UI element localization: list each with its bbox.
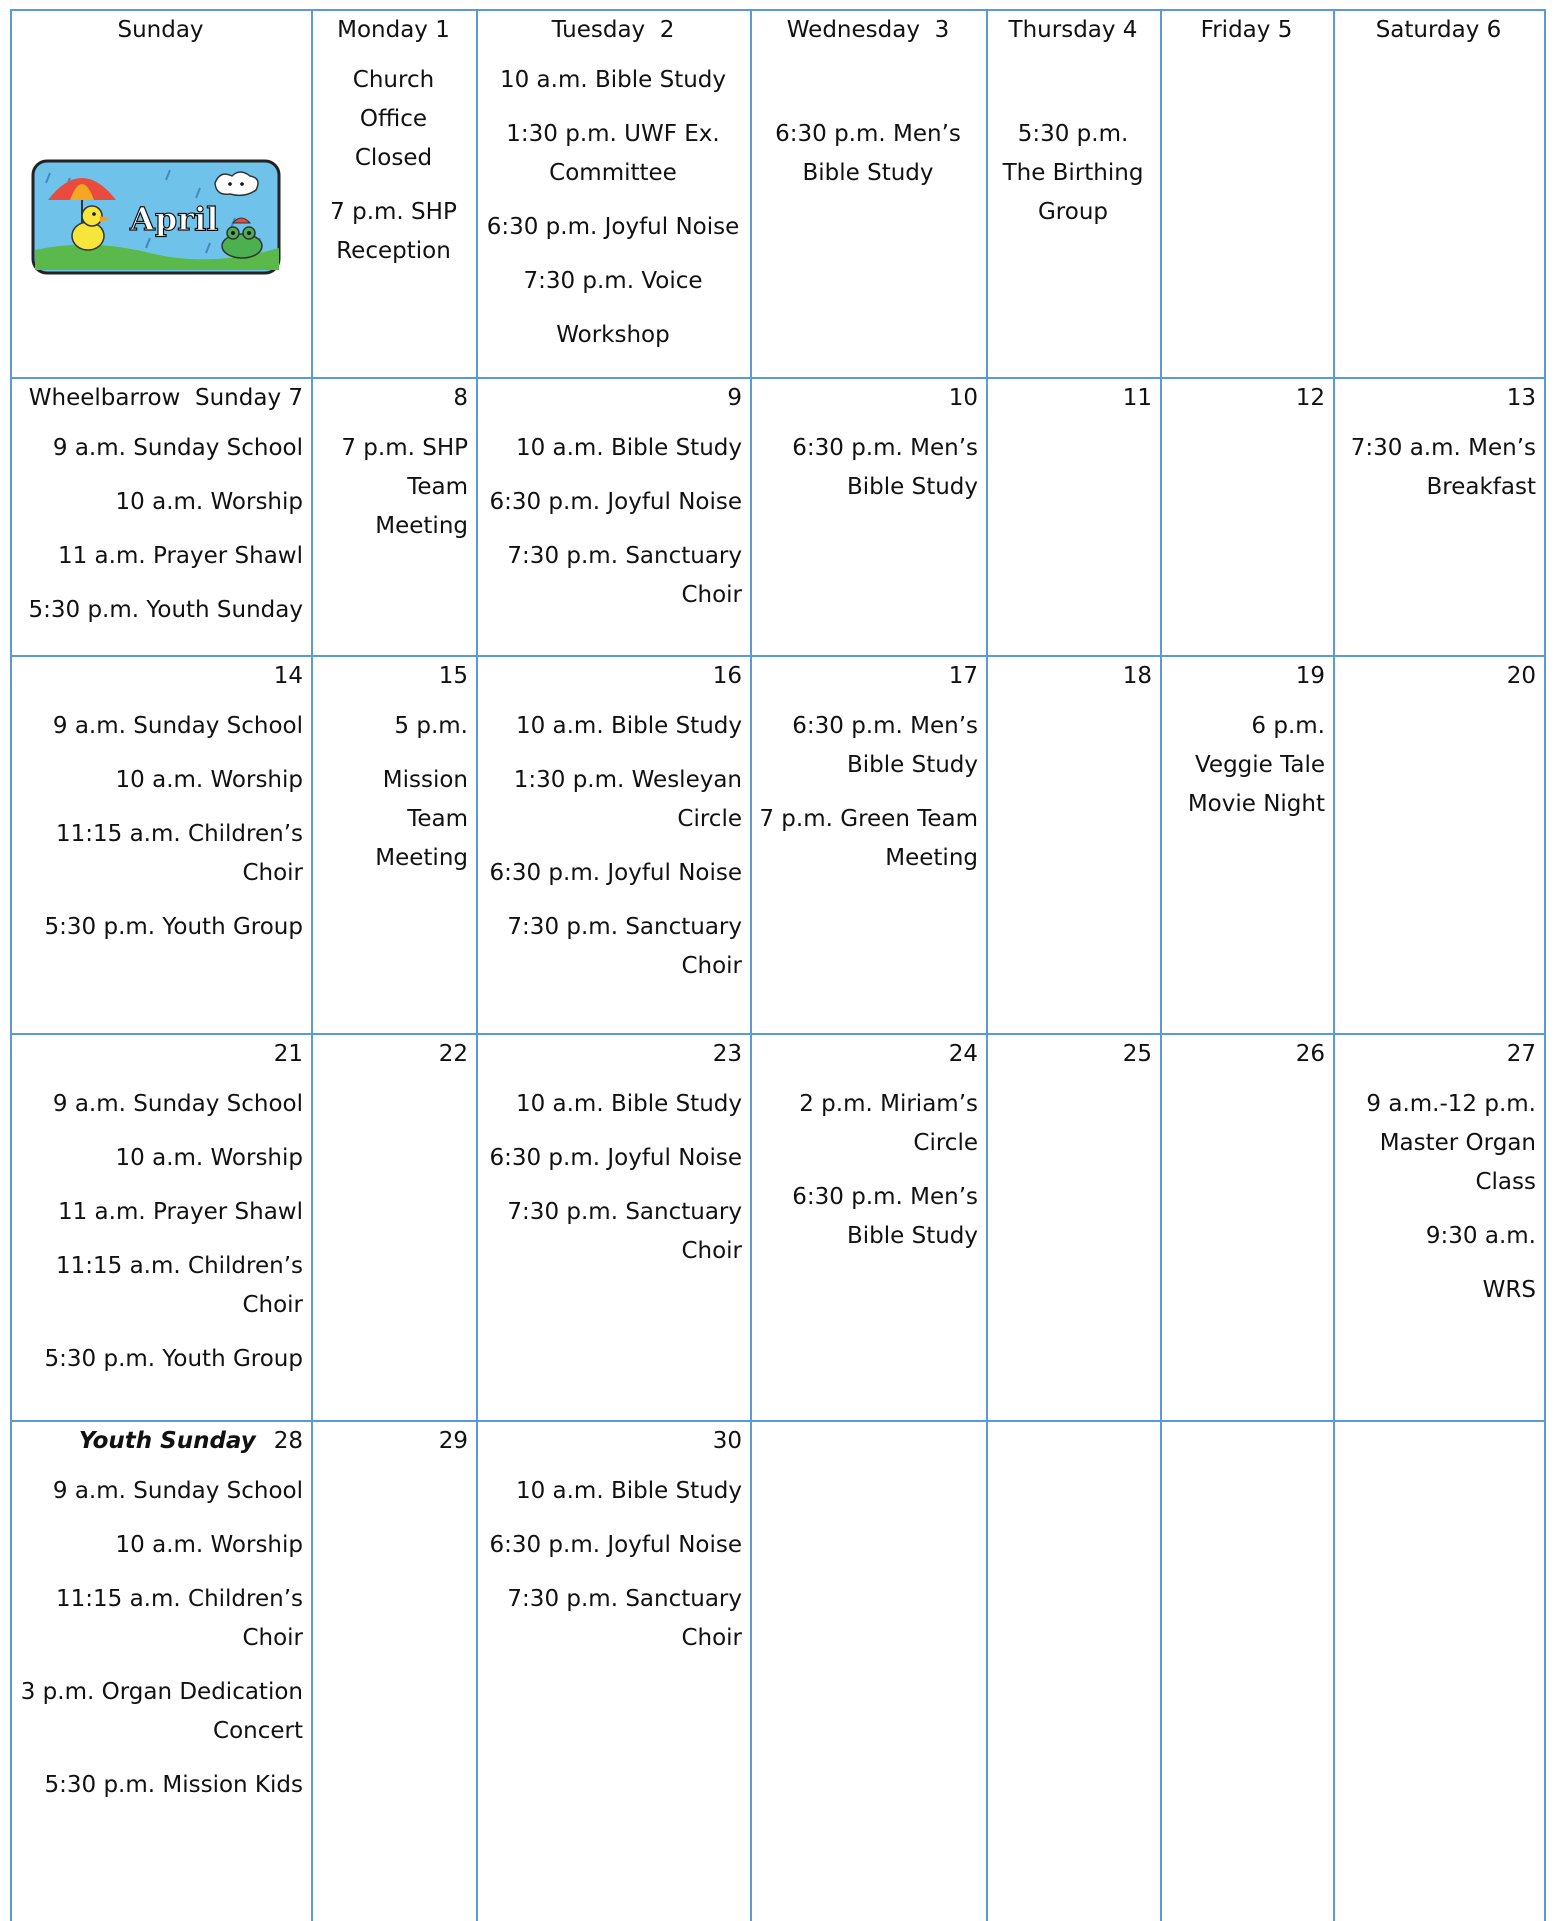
day-number: 8 [453,385,468,411]
grid-line [311,9,313,1921]
day-cell-apr-29 [311,1420,476,1462]
event-entry: 11 a.m. Prayer Shawl [57,543,303,569]
day-cell-apr-15 [311,655,476,878]
day-number: 19 [1295,663,1325,689]
event-entry: Church Office Closed [352,67,435,171]
event-entry: 5:30 p.m. The Birthing Group [1002,121,1144,225]
day-number: 22 [438,1041,468,1067]
day-label: Wheelbarrow Sunday 7 [28,385,303,411]
grid-line [1544,9,1546,1921]
day-cell-apr-12 [1160,377,1333,419]
day-number: 26 [1295,1041,1325,1067]
day-cell-apr-19 [1160,655,1333,824]
day-number: 16 [712,663,742,689]
day-cell-apr-30 [476,1420,750,1658]
event-entry: 2 p.m. Miriam’s Circle [799,1091,978,1156]
event-entry: 6:30 p.m. Men’s Bible Study [792,713,978,778]
event-entry: 7:30 p.m. Sanctuary Choir [507,914,742,979]
april-calendar [10,9,1546,1921]
day-cell-apr-26 [1160,1033,1333,1075]
day-number: 24 [948,1041,978,1067]
event-entry: 7:30 p.m. Sanctuary Choir [507,543,742,608]
day-label: Friday 5 [1200,17,1293,43]
youth-sunday-label: Youth Sunday [78,1428,256,1454]
event-entry: WRS [1482,1277,1536,1303]
day-cell-apr-24 [750,1033,986,1256]
day-number: 12 [1295,385,1325,411]
event-entry: 9 a.m. Sunday School [52,1091,303,1117]
day-number: 13 [1506,385,1536,411]
event-entry: 6:30 p.m. Men’s Bible Study [792,1184,978,1249]
day-number: 11 [1122,385,1152,411]
event-entry: 10 a.m. Bible Study [499,67,727,93]
event-entry: 10 a.m. Worship [115,1532,303,1558]
event-entry: 10 a.m. Bible Study [515,435,742,461]
event-entry: 7:30 p.m. Sanctuary Choir [507,1586,742,1651]
event-entry: Workshop [556,322,670,348]
event-entry: 11:15 a.m. Children’s Choir [55,821,303,886]
day-number: 27 [1506,1041,1536,1067]
event-entry: 7:30 a.m. Men’s Breakfast [1350,435,1536,500]
event-entry: 11:15 a.m. Children’s Choir [55,1253,303,1318]
day-cell-apr-10 [750,377,986,507]
day-cell-apr-23 [476,1033,750,1271]
grid-line [750,9,752,1921]
day-number: 14 [273,663,303,689]
event-entry: 1:30 p.m. UWF Ex. Committee [506,121,720,186]
day-cell-apr-17 [750,655,986,878]
day-number: 29 [438,1428,468,1454]
event-entry: 9 a.m. Sunday School [52,1478,303,1504]
day-cell-apr-27 [1333,1033,1544,1310]
day-label: Tuesday 2 [551,17,675,43]
day-cell-apr-2 [476,9,750,355]
event-entry: 6:30 p.m. Men’s Bible Study [775,121,961,186]
event-entry: 5 p.m. [394,713,468,739]
day-cell-apr-25 [986,1033,1160,1075]
day-number: 28 [273,1428,303,1454]
event-entry: 6 p.m. Veggie Tale Movie Night [1187,713,1325,817]
event-entry: 10 a.m. Bible Study [515,713,742,739]
event-entry: 7 p.m. Green Team Meeting [759,806,978,871]
day-cell-apr-21 [10,1033,311,1379]
day-cell-apr-11 [986,377,1160,419]
event-entry: 6:30 p.m. Men’s Bible Study [792,435,978,500]
event-entry: 6:30 p.m. Joyful Noise [489,1532,742,1558]
day-number: 30 [712,1428,742,1454]
event-entry: 9:30 a.m. [1425,1223,1536,1249]
day-number: 21 [273,1041,303,1067]
event-entry: 9 a.m. Sunday School [52,435,303,461]
day-number: 17 [948,663,978,689]
event-entry: 7:30 p.m. Voice [523,268,703,294]
day-number: 18 [1122,663,1152,689]
day-label: Saturday 6 [1375,17,1502,43]
april-clipart-icon [30,158,282,276]
day-cell-apr-9 [476,377,750,615]
day-cell-apr-18 [986,655,1160,697]
day-cell-apr-13 [1333,377,1544,507]
event-entry: 6:30 p.m. Joyful Noise [489,1145,742,1171]
grid-line [1160,9,1162,1921]
day-cell-apr-22 [311,1033,476,1075]
event-entry: 10 a.m. Worship [115,767,303,793]
day-number: 15 [438,663,468,689]
day-cell-apr-14 [10,655,311,947]
event-entry: 5:30 p.m. Youth Group [44,1346,303,1372]
event-entry: 11 a.m. Prayer Shawl [57,1199,303,1225]
day-cell-apr-1 [311,9,476,271]
day-cell-apr-16 [476,655,750,986]
day-number: 20 [1506,663,1536,689]
day-cell-apr-7 [10,377,311,630]
april-art-label: April [130,200,219,238]
day-cell-apr-28 [10,1420,311,1805]
day-cell-apr-4 [986,9,1160,232]
day-cell-apr-5 [1160,9,1333,51]
day-cell-apr-8 [311,377,476,546]
event-entry: 5:30 p.m. Youth Group [44,914,303,940]
event-entry: 3 p.m. Organ Dedication Concert [20,1679,303,1744]
grid-line [986,9,988,1921]
event-entry: 10 a.m. Worship [115,489,303,515]
day-number: 10 [948,385,978,411]
day-cell-apr-3 [750,9,986,193]
grid-line [1333,9,1335,1921]
event-entry: 9 a.m. Sunday School [52,713,303,739]
event-entry: 7:30 p.m. Sanctuary Choir [507,1199,742,1264]
event-entry: 10 a.m. Bible Study [515,1091,742,1117]
event-entry: 7 p.m. SHP Team Meeting [341,435,468,539]
event-entry: 5:30 p.m. Mission Kids [44,1772,303,1798]
event-entry: 10 a.m. Bible Study [515,1478,742,1504]
event-entry: 6:30 p.m. Joyful Noise [486,214,740,240]
day-label: Monday 1 [337,17,450,43]
event-entry: 6:30 p.m. Joyful Noise [489,489,742,515]
event-entry: 1:30 p.m. Wesleyan Circle [513,767,742,832]
day-label: Wednesday 3 [786,17,950,43]
event-entry: 10 a.m. Worship [115,1145,303,1171]
event-entry: 7 p.m. SHP Reception [330,199,457,264]
event-entry: 5:30 p.m. Youth Sunday [28,597,303,623]
day-number: 23 [712,1041,742,1067]
event-entry: 9 a.m.-12 p.m. Master Organ Class [1366,1091,1536,1195]
day-cell-sunday-header [10,9,311,51]
weekday-label: Sunday [117,17,204,43]
day-label: Thursday 4 [1008,17,1138,43]
event-entry: 11:15 a.m. Children’s Choir [55,1586,303,1651]
day-cell-apr-20 [1333,655,1544,697]
day-cell-apr-6 [1333,9,1544,51]
day-number: 9 [727,385,742,411]
day-number: 25 [1122,1041,1152,1067]
event-entry: Mission Team Meeting [375,767,468,871]
event-entry: 6:30 p.m. Joyful Noise [489,860,742,886]
